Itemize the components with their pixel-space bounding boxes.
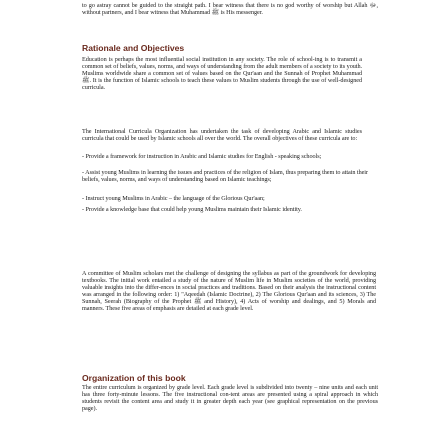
rationale-heading: Rationale and Objectives bbox=[82, 43, 185, 53]
committee-paragraph: A committee of Muslim scholars met the challenge of designing the syllabus as part of the groundwork for developing textbooks. The initial work entailed a study of the nature of Muslim life in Muslim societies of the world, providing valuable insights into the differ-ences in social practices and traditions. Based on their analysis the instructional content was arranged in the following order: 1) "Aqeedah (Islamic Doctrine), 2) The Glorious Qur'aan and its sciences, 3) The Sunnah, Seerah (Biography of the Prophet ﷺ and History), 4) Acts of worship and dealings, and 5) Morals and manners. These five areas of emphasis are detailed at each grade level. bbox=[82, 270, 376, 313]
goals-intro-paragraph: The International Curricula Organization has undertaken the task of developing Arabic and Islamic studies curricula that could be used by Islamic schools all over the world. The overall objectives of these curricula are to: bbox=[82, 128, 362, 143]
objective-item-2: - Assist young Muslims in learning the issues and practices of the religion of Islam, thus preparing them to attain their beliefs, values, norms, and ways of understanding based on Islamic teachings; bbox=[82, 169, 368, 184]
objective-item-4: - Provide a knowledge base that could help young Muslims maintain their Islamic identity. bbox=[82, 206, 302, 213]
intro-paragraph: to go astray cannot be guided to the straight path. I bear witness that there is no god worthy of worship but Allah ﷻ, without partners, and I bear witness that Muhammad ﷺ is His messenger. bbox=[82, 2, 378, 17]
objective-item-1: - Provide a framework for instruction in Arabic and Islamic studies for English - speaking schools; bbox=[82, 153, 322, 160]
organization-paragraph: The entire curriculum is organized by grade level. Each grade level is subdivided into twenty – nine units and each unit has three forty-minute lessons. The five instructional con-tent areas are presented using a spiral approach in which students revisit the content area and study it in greater depth each year (see graphical representation on the previous page). bbox=[82, 384, 378, 413]
objective-item-3: - Instruct young Muslims in Arabic – the language of the Glorious Qur'aan; bbox=[82, 195, 265, 202]
rationale-paragraph: Education is perhaps the most influential social institution in any society. The role of school-ing is to transmit a common set of beliefs, values, norms, and ways of understanding from the adult members of a society to its youth. Muslims worldwide share a common set of values based on the Qur'aan and the Sunnah of Prophet Muhammad ﷺ. It is the function of Islamic schools to teach these values to Muslim students through the use of well-designed curricula. bbox=[82, 56, 362, 92]
organization-heading: Organization of this book bbox=[82, 373, 186, 383]
